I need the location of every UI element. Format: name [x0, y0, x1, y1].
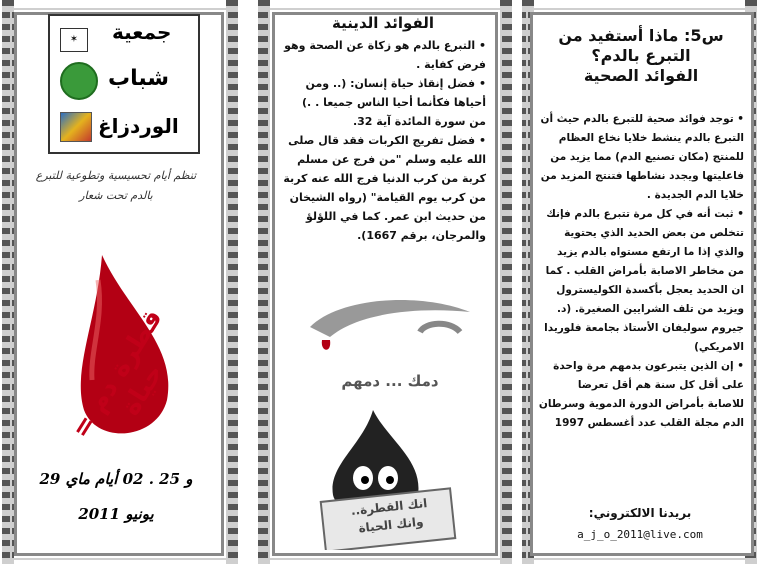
health-point-3: • إن الذين يتبرعون بدمهم مرة واحدة على أقل كل سنة هم أقل تعرضا للاصابة بأمراض الدورة الدموية وسرطان الدم مجلة القلب عدد أغسطس 1997 — [538, 360, 744, 429]
health-point-2: • ثبت أنه في كل مرة تتبرع بالدم فإنك تتخلص من بعض الحديد الذي يحتوية والذي إذا ما ارتفع مستواه بالدم يزيد من مخاطر الاصابة بأمراض القلب . كما ان الحديد يعجل بأكسدة الكوليسترول ويزيد من تلف الشرايين الصغيرة. (د. جيروم سوليفان الأستاذ بجامعة فلوريدا الامريكي) — [544, 208, 744, 353]
health-benefits-text — [538, 110, 744, 433]
religious-point-1: • التبرع بالدم هو زكاة عن الصحة وهو فرض كفاية . — [284, 39, 486, 71]
campaign-logo-caption: دمك ... دمهم — [341, 372, 439, 390]
question-title: س5: ماذا أستفيد من التبرع بالدم؟ — [558, 26, 724, 65]
health-benefits-subtitle: الفوائد الصحية — [583, 66, 699, 85]
org-name-line1: جمعية — [112, 20, 172, 44]
chain-border-left — [2, 0, 14, 564]
mascot-sign-line1: انك القطرة.. — [350, 496, 428, 519]
contact-email[interactable]: a_j_o_2011@live.com — [577, 528, 703, 541]
chain-border-right — [226, 0, 238, 564]
middle-title: الفوائد الدينية — [331, 14, 435, 32]
green-circle-logo-icon — [60, 62, 98, 100]
religious-point-2: • فضل إنقاذ حياة إنسان: (.. ومن أحياها فكأنما أحيا الناس جميعا . .) من سورة المائدة آية 32. — [302, 77, 486, 128]
logo-small-icon: ✶ — [60, 28, 88, 52]
contact-label: بريدنا الالكتروني: — [588, 506, 692, 520]
event-month-year: يونيو 2011 — [78, 505, 154, 523]
organizer-text: تنظم أيام تحسيسية وتطوعية للتبرع بالدم تحت شعار — [35, 169, 197, 202]
slogan: قطرة دم = حياة — [65, 304, 170, 444]
campaign-logo-icon — [300, 292, 480, 372]
left-panel — [0, 0, 250, 564]
event-dates: 29 و 25 . 02 أيام ماي — [39, 470, 193, 488]
religious-benefits-text — [282, 36, 486, 245]
colorful-emblem-icon — [60, 112, 92, 142]
religious-point-3: • فضل تفريج الكربات فقد قال صلى الله عليه وسلم "من فرج عن مسلم كربة من كرب الدنيا فرج الله عنه كربة من كرب يوم القيامة" (رواه الشيخان من حديث ابن عمر. كما في اللؤلؤ والمرجان، برقم 1667). — [283, 134, 486, 242]
org-name-line3: الوردزاغ — [98, 114, 179, 138]
mascot-sign-line2: وانك الحياة — [357, 514, 425, 536]
org-name-line2: شباب — [108, 66, 169, 91]
question-heading — [538, 26, 744, 86]
health-point-1: • توجد فوائد صحية للتبرع بالدم حيث أن التبرع بالدم ينشط خلايا نخاع العظام للمنتج (مكان تصنيع الدم) مما يزيد من فاعليتها ويجدد نشاطها فتنتج المزيد من خلايا الدم الجديدة . — [540, 113, 744, 201]
chain-border-left — [258, 0, 270, 564]
